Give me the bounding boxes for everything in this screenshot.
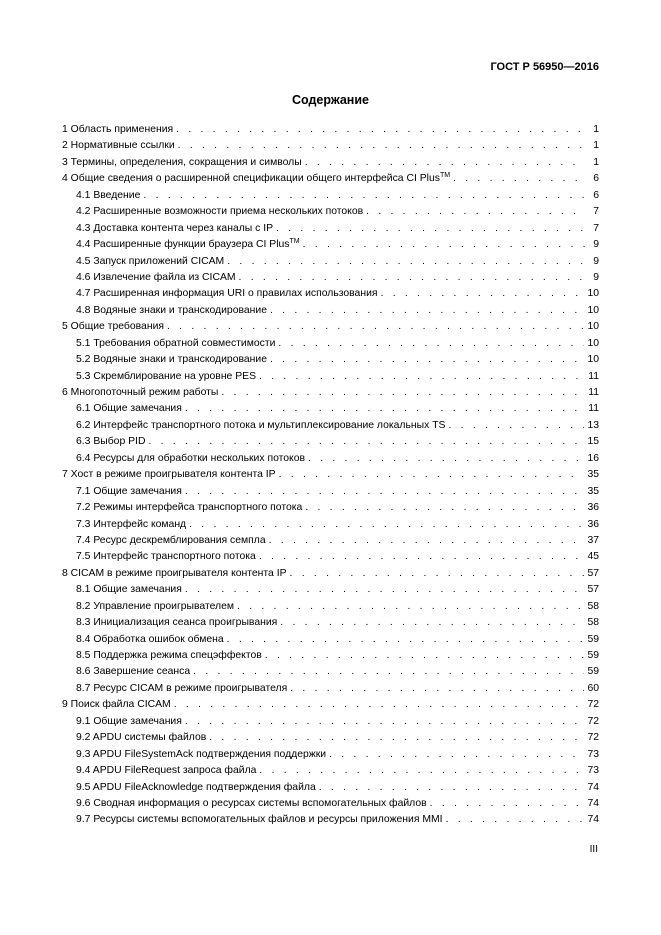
toc-entry[interactable] [62, 812, 599, 828]
toc-entry-title: 9.4 APDU FileRequest запроса файла [76, 765, 257, 777]
dot-leader [176, 122, 585, 138]
toc-entry-label [62, 697, 171, 713]
toc-entry-label [76, 549, 256, 565]
toc-entry-label [76, 615, 277, 631]
dot-leader [167, 319, 584, 335]
toc-entry-title: 4 Общие сведения о расширенной спецификации общего интерфейса CI Plus [62, 173, 440, 185]
toc-entry[interactable] [62, 254, 599, 270]
dot-leader [290, 681, 584, 697]
toc-entry-title: 1 Область применения [62, 124, 174, 135]
toc-entry-page: 16 [587, 452, 599, 464]
toc-entry-page: 60 [587, 682, 599, 694]
toc-entry-page: 10 [587, 354, 599, 366]
toc-entry-page: 37 [587, 534, 599, 546]
toc-entry-page: 11 [588, 403, 599, 415]
toc-entry-label [62, 155, 302, 171]
toc-entry-label [76, 500, 302, 516]
toc-entry-title: 7.4 Ресурс дескремблирования семпла [76, 534, 266, 546]
toc-entry-title: 2 Нормативные ссылки [62, 140, 175, 152]
toc-entry-label [76, 632, 224, 648]
dot-leader [280, 615, 584, 631]
toc-entry-label [62, 138, 175, 154]
toc-entry[interactable] [62, 615, 599, 631]
toc-entry-label [76, 352, 267, 368]
page-number: III [589, 844, 598, 855]
toc-entry-page: 72 [587, 715, 599, 727]
dot-leader [259, 763, 584, 779]
toc-entry[interactable] [62, 171, 599, 187]
dot-leader [185, 484, 585, 500]
toc-entry[interactable] [62, 763, 599, 779]
toc-entry-page: 58 [587, 600, 599, 612]
toc-entry-label [76, 648, 262, 664]
toc-entry-title: 8 CICAM в режиме проигрывателя контента IP [62, 567, 287, 579]
toc-entry-page: 9 [593, 255, 599, 267]
toc-entry-title: 8.7 Ресурс CICAM в режиме проигрывателя [76, 682, 288, 694]
trademark-superscript: TM [289, 238, 300, 246]
dot-leader [448, 418, 584, 434]
toc-entry-label [76, 681, 287, 697]
toc-entry-label [76, 237, 300, 253]
toc-entry-title: 4.4 Расширенные функции браузера CI Plus [76, 239, 290, 251]
toc-entry-title: 5 Общие требования [62, 321, 164, 333]
toc-entry[interactable] [62, 467, 599, 483]
dot-leader [446, 812, 585, 828]
table-of-contents [62, 122, 599, 829]
toc-entry-label [76, 533, 266, 549]
toc-entry-label [76, 582, 182, 598]
toc-entry-label [76, 303, 267, 319]
toc-entry-label [76, 730, 206, 746]
dot-leader [185, 401, 585, 417]
toc-entry[interactable] [62, 747, 599, 763]
dot-leader [259, 549, 585, 565]
toc-entry-page: 72 [587, 732, 599, 744]
toc-entry-page: 6 [593, 189, 599, 201]
toc-entry[interactable] [62, 369, 599, 385]
toc-entry[interactable] [62, 730, 599, 746]
toc-entry-label [62, 385, 218, 401]
toc-entry-label [76, 204, 363, 220]
dot-leader [308, 451, 584, 467]
toc-entry-page: 35 [587, 469, 599, 481]
toc-entry-label [76, 221, 273, 237]
toc-entry-title: 5.2 Водяные знаки и транскодирование [76, 354, 267, 366]
toc-entry[interactable] [62, 500, 599, 516]
dot-leader [270, 352, 584, 368]
toc-entry-page: 11 [588, 387, 599, 398]
toc-entry-page: 1 [593, 156, 599, 168]
toc-entry-title: 8.5 Поддержка режима спецэффектов [76, 650, 262, 661]
trademark-superscript: TM [439, 172, 451, 180]
toc-entry-page: 11 [588, 370, 599, 382]
toc-entry-page: 45 [587, 551, 599, 563]
toc-entry[interactable] [62, 664, 599, 680]
toc-entry-title: 8.3 Инициализация сеанса проигрывания [76, 617, 278, 629]
toc-entry-label [76, 451, 305, 467]
dot-leader [148, 434, 584, 450]
toc-entry-title: 6.4 Ресурсы для обработки нескольких потоков [76, 452, 306, 464]
dot-leader [319, 780, 585, 796]
toc-entry-label [62, 467, 276, 483]
toc-entry-title: 9.7 Ресурсы системы вспомогательных файлов и ресурсы приложения MMI [76, 814, 443, 826]
dot-leader [221, 385, 585, 401]
toc-entry-title: 6 Многопоточный режим работы [62, 387, 219, 398]
toc-entry-label [76, 369, 256, 385]
dot-leader [227, 254, 585, 270]
toc-entry-title: 4.8 Водяные знаки и транскодирование [76, 304, 267, 316]
toc-entry-page: 59 [587, 650, 599, 661]
toc-entry-label [76, 763, 256, 779]
toc-entry-label [76, 747, 326, 763]
toc-entry-page: 1 [593, 124, 599, 135]
toc-entry-label [76, 418, 445, 434]
toc-entry[interactable] [62, 484, 599, 500]
toc-entry-page: 59 [587, 633, 599, 645]
toc-entry-title: 4.7 Расширенная информация URI о правилах использования [76, 288, 378, 300]
toc-entry[interactable] [62, 599, 599, 615]
toc-entry[interactable] [62, 155, 599, 171]
toc-entry-page: 58 [587, 617, 599, 629]
toc-entry-label [76, 714, 182, 730]
toc-entry-title: 9.2 APDU системы файлов [76, 732, 207, 744]
toc-entry[interactable] [62, 681, 599, 697]
toc-entry-page: 6 [593, 173, 599, 185]
toc-entry-page: 57 [587, 584, 599, 596]
page-title: Содержание [291, 93, 369, 107]
dot-leader [178, 138, 585, 154]
toc-entry-title: 9.6 Сводная информация о ресурсах системы вспомогательных файлов [76, 797, 427, 809]
toc-entry-label [76, 780, 316, 796]
toc-entry-label [76, 254, 224, 270]
toc-entry-title: 7.2 Режимы интерфейса транспортного потока [76, 502, 303, 514]
toc-entry-title: 9.5 APDU FileAcknowledge подтверждения файла [76, 781, 316, 793]
toc-entry[interactable] [62, 697, 599, 713]
toc-entry-page: 74 [587, 814, 599, 826]
dot-leader [276, 221, 585, 237]
document-header: ГОСТ Р 56950—2016 [490, 61, 599, 73]
dot-leader [143, 188, 585, 204]
toc-entry-title: 7.3 Интерфейс команд [76, 518, 187, 530]
dot-leader [189, 517, 584, 533]
dot-leader [265, 648, 585, 664]
toc-entry[interactable] [62, 401, 599, 417]
toc-entry-title: 8.6 Завершение сеанса [76, 666, 191, 678]
toc-entry-page: 74 [587, 797, 599, 809]
toc-entry-title: 7.1 Общие замечания [76, 485, 182, 497]
toc-entry-page: 1 [593, 140, 599, 152]
toc-entry[interactable] [62, 796, 599, 812]
dot-leader [430, 796, 585, 812]
toc-entry[interactable] [62, 204, 599, 220]
toc-entry-page: 72 [587, 699, 599, 711]
dot-leader [185, 582, 585, 598]
toc-entry-page: 73 [587, 748, 599, 760]
toc-entry-label [62, 319, 164, 335]
toc-entry-title: 8.1 Общие замечания [76, 584, 182, 596]
toc-entry[interactable] [62, 122, 599, 138]
toc-entry-title: 8.2 Управление проигрывателем [76, 600, 235, 612]
toc-entry[interactable] [62, 286, 599, 302]
toc-entry-page: 36 [587, 518, 599, 530]
toc-entry[interactable] [62, 566, 599, 582]
toc-entry-label [62, 566, 287, 582]
toc-entry-label [76, 484, 182, 500]
toc-entry[interactable] [62, 517, 599, 533]
dot-leader [305, 500, 584, 516]
toc-entry-label [76, 286, 378, 302]
toc-entry-title: 5.1 Требования обратной совместимости [76, 337, 276, 349]
toc-entry-title: 4.6 Извлечение файла из CICAM [76, 271, 236, 283]
toc-entry[interactable] [62, 336, 599, 352]
toc-entry-page: 10 [587, 304, 599, 316]
dot-leader [366, 204, 585, 220]
toc-entry-page: 9 [593, 271, 599, 283]
toc-entry-page: 36 [587, 502, 599, 514]
toc-entry-title: 6.2 Интерфейс транспортного потока и мультиплексирование локальных TS [76, 419, 446, 431]
toc-entry-title: 5.3 Скремблирование на уровне PES [76, 370, 257, 382]
toc-entry-title: 9.3 APDU FileSystemAck подтверждения поддержки [76, 748, 327, 760]
toc-entry-page: 10 [587, 337, 599, 349]
toc-entry[interactable] [62, 418, 599, 434]
toc-entry[interactable] [62, 714, 599, 730]
toc-entry[interactable] [62, 319, 599, 335]
dot-leader [227, 632, 585, 648]
toc-entry-label [62, 171, 450, 187]
toc-entry[interactable] [62, 648, 599, 664]
toc-entry-label [62, 122, 173, 138]
dot-leader [259, 369, 585, 385]
dot-leader [193, 664, 584, 680]
toc-entry[interactable] [62, 434, 599, 450]
toc-entry-page: 7 [593, 206, 599, 218]
dot-leader [279, 467, 585, 483]
toc-entry-page: 35 [587, 485, 599, 497]
toc-entry[interactable] [62, 138, 599, 154]
toc-entry-page: 57 [587, 567, 599, 579]
toc-entry-page: 10 [587, 321, 599, 333]
toc-entry-page: 15 [587, 436, 599, 448]
toc-entry-title: 4.2 Расширенные возможности приема нескольких потоков [76, 206, 364, 218]
toc-entry-title: 6.1 Общие замечания [76, 403, 182, 415]
toc-entry[interactable] [62, 632, 599, 648]
toc-entry-label [76, 270, 236, 286]
toc-entry[interactable] [62, 780, 599, 796]
toc-entry-page: 74 [587, 781, 599, 793]
toc-entry-title: 8.4 Обработка ошибок обмена [76, 633, 224, 645]
toc-entry-label [76, 188, 140, 204]
toc-entry-label [76, 599, 234, 615]
dot-leader [290, 566, 585, 582]
toc-entry-label [76, 434, 145, 450]
toc-entry-label [76, 796, 427, 812]
dot-leader [329, 747, 584, 763]
toc-entry-label [76, 336, 275, 352]
toc-entry-title: 4.1 Введение [76, 189, 141, 201]
toc-entry[interactable] [62, 237, 599, 253]
dot-leader [174, 697, 585, 713]
dot-leader [269, 533, 585, 549]
dot-leader [209, 730, 584, 746]
toc-entry-page: 7 [593, 222, 599, 234]
toc-entry-label [76, 812, 443, 828]
dot-leader [278, 336, 584, 352]
toc-entry-title: 9.1 Общие замечания [76, 715, 182, 727]
dot-leader [239, 270, 585, 286]
toc-entry[interactable] [62, 451, 599, 467]
toc-entry[interactable] [62, 352, 599, 368]
toc-entry-title: 6.3 Выбор PID [76, 436, 146, 448]
toc-entry[interactable] [62, 533, 599, 549]
toc-entry[interactable] [62, 188, 599, 204]
toc-entry-page: 10 [587, 288, 599, 300]
toc-entry-label [76, 401, 182, 417]
toc-entry-page: 13 [587, 419, 599, 431]
toc-entry[interactable] [62, 582, 599, 598]
toc-entry[interactable] [62, 385, 599, 401]
toc-entry-title: 3 Термины, определения, сокращения и символы [62, 156, 302, 168]
toc-entry-label [76, 517, 186, 533]
dot-leader [305, 155, 585, 171]
dot-leader [381, 286, 585, 302]
toc-entry-page: 9 [593, 239, 599, 251]
dot-leader [453, 171, 585, 187]
toc-entry-title: 4.5 Запуск приложений CICAM [76, 255, 225, 267]
toc-entry-label [76, 664, 190, 680]
dot-leader [185, 714, 585, 730]
toc-entry[interactable] [62, 549, 599, 565]
toc-entry-title: 9 Поиск файла CICAM [62, 699, 171, 711]
toc-entry-page: 59 [587, 666, 599, 678]
toc-entry[interactable] [62, 303, 599, 319]
toc-entry-page: 73 [587, 765, 599, 777]
toc-entry[interactable] [62, 221, 599, 237]
toc-entry-title: 7.5 Интерфейс транспортного потока [76, 551, 256, 563]
dot-leader [270, 303, 584, 319]
dot-leader [237, 599, 584, 615]
toc-entry[interactable] [62, 270, 599, 286]
dot-leader [303, 237, 585, 253]
toc-entry-title: 4.3 Доставка контента через каналы с IP [76, 222, 274, 234]
toc-entry-title: 7 Хост в режиме проигрывателя контента IP [62, 469, 276, 481]
